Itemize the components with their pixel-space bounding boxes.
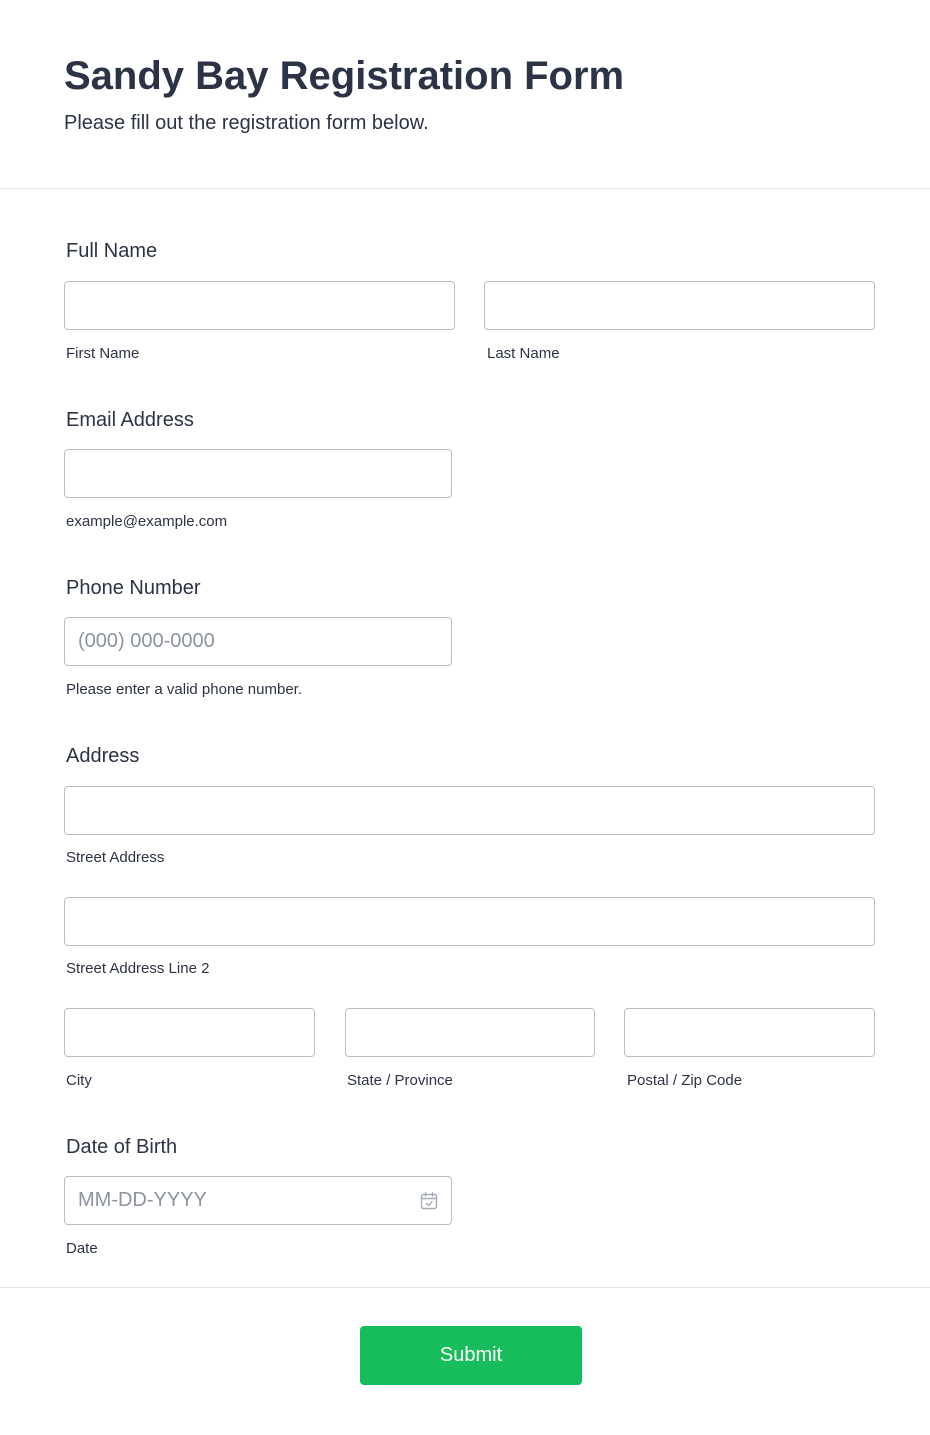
first-name-sublabel: First Name xyxy=(66,345,140,362)
form-header xyxy=(0,0,930,189)
first-name-input[interactable] xyxy=(64,281,455,330)
street-address-input[interactable] xyxy=(64,786,875,835)
submit-button[interactable]: Submit xyxy=(360,1326,582,1385)
last-name-input[interactable] xyxy=(484,281,875,330)
street-address-line2-input[interactable] xyxy=(64,897,875,946)
address-label: Address xyxy=(66,745,140,767)
state-input[interactable] xyxy=(345,1008,595,1057)
footer-divider xyxy=(0,1287,930,1288)
form-subtitle: Please fill out the registration form below. xyxy=(64,112,429,134)
dob-input[interactable] xyxy=(64,1176,452,1225)
last-name-sublabel: Last Name xyxy=(487,345,560,362)
form-title: Sandy Bay Registration Form xyxy=(64,54,625,98)
state-sublabel: State / Province xyxy=(347,1072,453,1089)
street-address-sublabel: Street Address xyxy=(66,849,165,866)
full-name-label: Full Name xyxy=(66,240,158,262)
phone-input[interactable] xyxy=(64,617,452,666)
email-sublabel: example@example.com xyxy=(66,513,228,530)
dob-sublabel: Date xyxy=(66,1240,98,1257)
street-address-line2-sublabel: Street Address Line 2 xyxy=(66,960,210,977)
email-input[interactable] xyxy=(64,449,452,498)
phone-label: Phone Number xyxy=(66,577,201,599)
postal-code-input[interactable] xyxy=(624,1008,875,1057)
city-sublabel: City xyxy=(66,1072,92,1089)
dob-label: Date of Birth xyxy=(66,1136,178,1158)
phone-sublabel: Please enter a valid phone number. xyxy=(66,681,302,698)
calendar-icon[interactable] xyxy=(419,1191,439,1211)
city-input[interactable] xyxy=(64,1008,315,1057)
email-label: Email Address xyxy=(66,409,194,431)
postal-code-sublabel: Postal / Zip Code xyxy=(627,1072,743,1089)
